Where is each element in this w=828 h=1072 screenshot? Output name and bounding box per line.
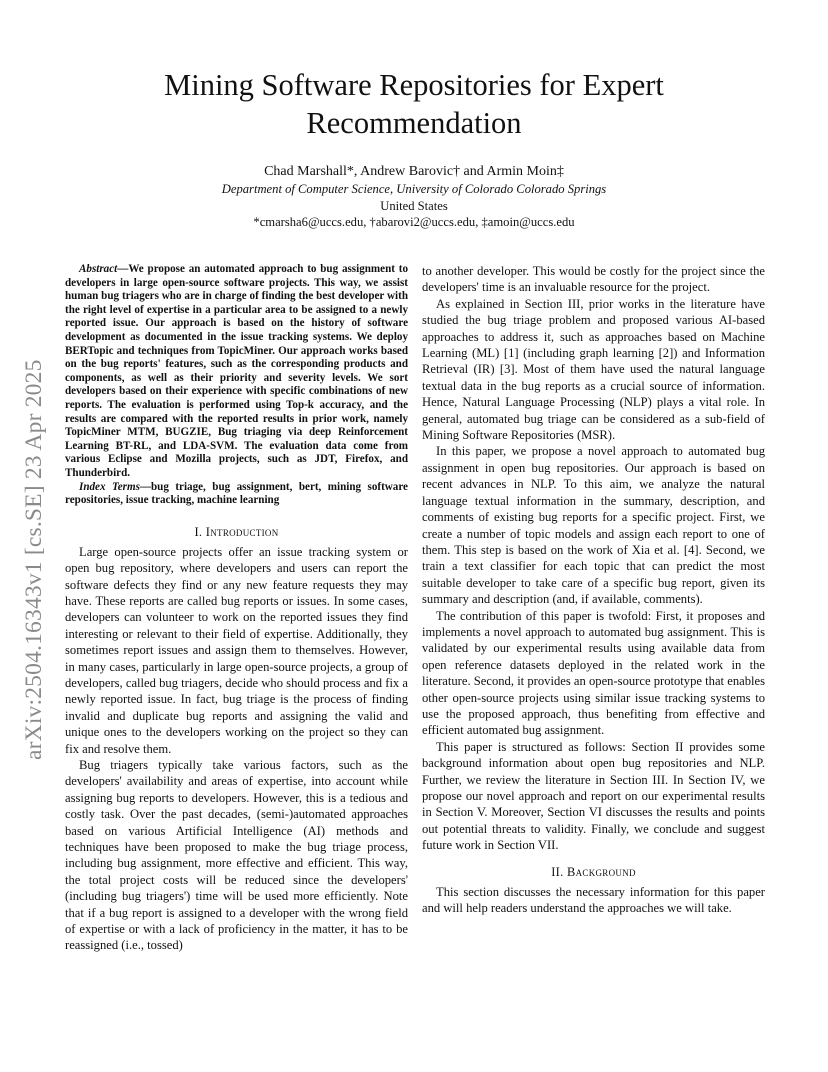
abstract-text: —We propose an automated approach to bug assignment to developers in large open-source software projects. This way, we assist human bug triagers who are in charge of finding the best developer with the right level of expertise in a particular area to be assigned to a newly reported issue. Our approach is based on the history of software development as documented in the issue tracking systems. We deploy BERTopic and techniques from TopicMiner. Our approach works based on the bug reports' features, such as the corresponding products and components, as well as their priority and severity levels. We sort developers based on their experience with specific combinations of new reports. The evaluation is performed using Top-k accuracy, and the results are compared with the reported results in prior work, namely TopicMiner MTM, BUGZIE, Bug triaging via deep Reinforcement Learning BT-RL, and LDA-SVM. The evaluation data come from various Eclipse and Mozilla projects, such as JDT, Firefox, and Thunderbird. (65, 263, 408, 479)
index-terms (65, 481, 408, 508)
left-column (65, 263, 408, 954)
intro-paragraph-continued: to another developer. This would be costly for the project since the developers' time is an invaluable resource for the project. (422, 264, 765, 295)
abstract-label: Abstract (79, 263, 118, 275)
arxiv-identifier-stamp: arXiv:2504.16343v1 [cs.SE] 23 Apr 2025 (21, 359, 47, 760)
intro-paragraph-3: As explained in Section III, prior works in the literature have studied the bug triage problem and proposed various AI-based approaches to address it, such as approaches based on Machine Learning (ML) [1] (including graph learning [2]) and Information Retrieval (IR) [3]. Most of them have used the natural language textual data in the bug reports as a crucial source of information. Hence, Natural Language Processing (NLP) plays a vital role. In general, automated bug triage can be considered as a sub-field of Mining Software Repositories (MSR). (422, 296, 765, 443)
intro-paragraph-2: Bug triagers typically take various factors, such as the developers' availability and areas of expertise, into account while assigning bug reports to developers. However, this is a tedious and costly task. Over the past decades, (semi-)automated approaches based on various Artificial Intelligence (AI) methods and techniques have been proposed to make the bug triage process, including bug assignment, more effective and efficient. This way, the total project costs will be reduced since the developers' (including bug triagers') time will be used more efficiently. Note that if a bug report is assigned to a developer with the wrong field of expertise or with a lack of proficiency in the matter, it has to be reassigned (i.e., tossed) (65, 757, 408, 953)
index-terms-label: Index Terms (79, 480, 140, 493)
background-paragraph-1: This section discusses the necessary information for this paper and will help readers understand the approaches we will take. (422, 884, 765, 916)
title-line-1: Mining Software Repositories for Expert (164, 68, 664, 102)
intro-paragraph-5: The contribution of this paper is twofold: First, it proposes and implements a novel approach to automated bug assignment. This is validated by our experimental results using available data from open reference datasets deployed in the related work in the literature. Second, it provides an open-source prototype that enables other open-source projects using similar issue tracking systems to use the proposed approach, thus benefiting from effective and efficient automated bug assignment. (422, 608, 765, 738)
author-emails: *cmarsha6@uccs.edu, †abarovi2@uccs.edu, ‡amoin@uccs.edu (253, 215, 575, 229)
intro-paragraph-6: This paper is structured as follows: Section II provides some background information about open bug repositories and NLP. Further, we review the literature in Section III. In Section IV, we propose our novel approach and report on our experimental results in Section V. Moreover, Section VI discusses the results and points out potential threats to validity. Finally, we conclude and suggest future work in Section VII. (422, 739, 765, 853)
author-list: Chad Marshall*, Andrew Barovic† and Armin Moin‡ (264, 164, 564, 179)
section-heading-background: II. Background (551, 864, 636, 879)
affiliation-country: United States (380, 199, 448, 213)
affiliation-department: Department of Computer Science, University of Colorado Colorado Springs (221, 182, 607, 196)
paper-title (90, 66, 738, 142)
intro-paragraph-1: Large open-source projects offer an issue tracking system or open bug repository, where developers and users can report the software defects they find or any new feature requests they may have. These reports are called bug reports or issues. In some cases, developers can volunteer to work on the reported issues they find interesting or relevant to their field of expertise. Additionally, they sometimes report issues and assign them to themselves. However, in many cases, particularly in large open-source projects, a group of developers, called bug triagers, decide who should process and fix a newly reported issue. In fact, bug triage is the process of finding invalid and duplicate bug reports and assigning the valid and unique ones to the developers working on the project so they can fix and resolve them. (65, 544, 408, 756)
right-column (422, 263, 765, 916)
section-heading-introduction: I. Introduction (194, 524, 279, 539)
abstract (65, 263, 408, 481)
intro-paragraph-4: In this paper, we propose a novel approach to automated bug assignment in open bug repositories. Our approach is based on recent advances in NLP. To this aim, we analyze the natural language textual information in the summary, description, and comments of existing bug reports for a specific project. First, we create a number of topic models and assign each report to one of them. This step is based on the work of Xia et al. [4]. Second, we train a text classifier for each topic that can predict the most suitable developer to take care of a specific bug report, given its summary and description (and, if available, comments). (422, 444, 765, 607)
title-line-2: Recommendation (306, 106, 522, 140)
index-terms-text: —bug triage, bug assignment, bert, mining software repositories, issue tracking, machine learning (65, 480, 408, 507)
